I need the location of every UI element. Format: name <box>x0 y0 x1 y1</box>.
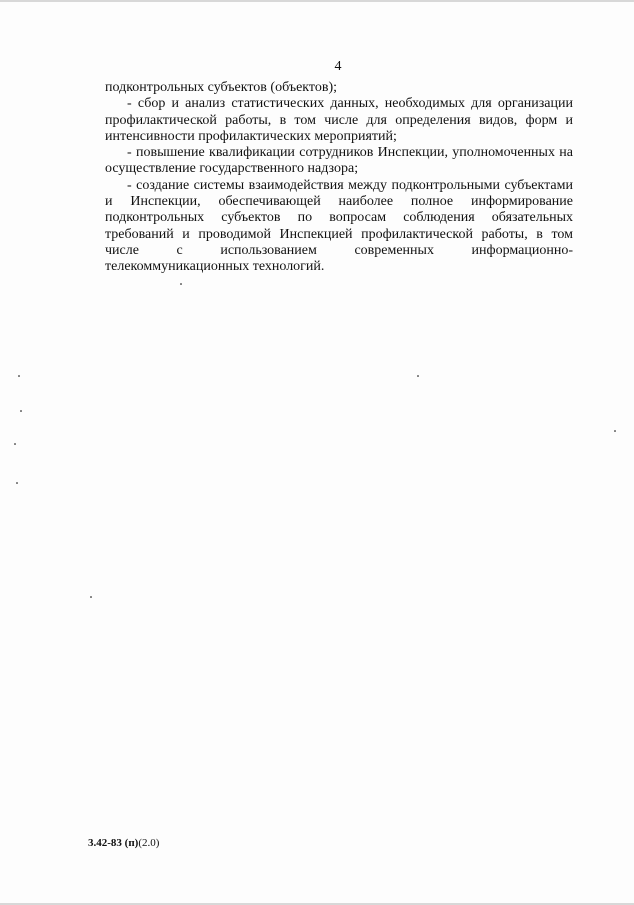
paragraph-continuation: подконтрольных субъектов (объектов); <box>105 80 338 95</box>
paragraph-interaction-system: - создание системы взаимодействия между подконтрольными субъектами и Инспекции, обеспечивающей наиболее полное информирование подконтрольных субъектов по вопросам соблюдения обязательных требований и проводимой Инспекцией профилактической работы, в том числе с использованием современных информационно-телекоммуникационных технологий. <box>105 177 573 275</box>
scan-speck <box>18 375 20 377</box>
scan-speck <box>417 375 419 377</box>
paragraph-statistics: - сбор и анализ статистических данных, необходимых для организации профилактической работы, в том числе для определения видов, форм и интенсивности профилактических мероприятий; <box>105 96 573 144</box>
scan-top-edge <box>0 0 634 2</box>
body-text <box>105 80 573 276</box>
scan-speck <box>614 430 616 432</box>
scan-speck <box>90 596 92 598</box>
scan-speck <box>180 283 182 285</box>
page-number: 4 <box>334 59 342 74</box>
document-code-version: (2.0) <box>138 837 160 849</box>
paragraph-qualification: - повышение квалификации сотрудников Инспекции, уполномоченных на осуществление государственного надзора; <box>105 145 573 177</box>
scan-speck <box>14 443 16 445</box>
document-code-bold: 3.42-83 (п) <box>88 837 139 849</box>
document-code <box>88 837 159 850</box>
scan-speck <box>16 482 18 484</box>
scan-speck <box>20 410 22 412</box>
